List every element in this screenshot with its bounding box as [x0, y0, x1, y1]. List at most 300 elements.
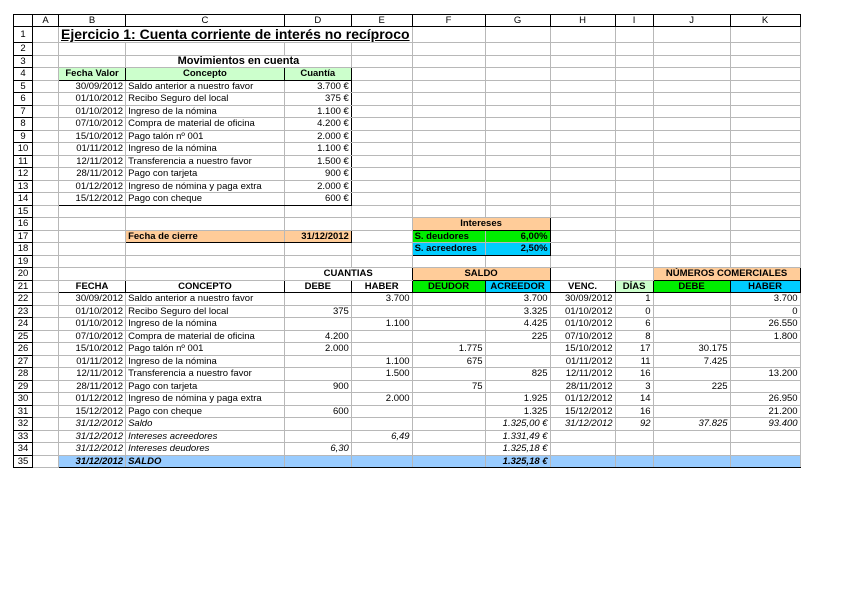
row-number[interactable]: 17 [14, 230, 33, 243]
cell[interactable] [615, 193, 653, 206]
main-concepto[interactable]: Ingreso de la nómina [126, 318, 285, 331]
summary-venc[interactable] [550, 443, 615, 456]
cell[interactable] [351, 55, 412, 68]
mov-concepto[interactable]: Pago con tarjeta [126, 168, 285, 181]
cell[interactable] [485, 168, 550, 181]
main-debe[interactable] [284, 318, 351, 331]
main-venc[interactable]: 15/10/2012 [550, 343, 615, 356]
main-dias[interactable]: 1 [615, 293, 653, 306]
main-venc[interactable]: 12/11/2012 [550, 368, 615, 381]
row-number[interactable]: 31 [14, 405, 33, 418]
main-venc[interactable]: 01/10/2012 [550, 305, 615, 318]
row-number[interactable]: 33 [14, 430, 33, 443]
cell[interactable] [351, 205, 412, 218]
row-number[interactable]: 22 [14, 293, 33, 306]
summary-num-haber[interactable] [730, 443, 800, 456]
mov-fecha[interactable]: 01/10/2012 [59, 105, 126, 118]
cell[interactable] [615, 230, 653, 243]
cell[interactable] [653, 243, 730, 256]
cell[interactable] [730, 155, 800, 168]
main-acreedor[interactable] [485, 343, 550, 356]
main-num-debe[interactable] [653, 330, 730, 343]
mov-concepto[interactable]: Pago con cheque [126, 193, 285, 206]
row-number[interactable]: 16 [14, 218, 33, 231]
mov-cuantia[interactable]: 4.200 € [284, 118, 351, 131]
summary-fecha[interactable]: 31/12/2012 [59, 443, 126, 456]
main-haber[interactable]: 2.000 [351, 393, 412, 406]
cell[interactable] [33, 55, 59, 68]
fecha-cierre-label[interactable]: Fecha de cierre [126, 230, 285, 243]
cell[interactable] [33, 193, 59, 206]
cell[interactable] [730, 43, 800, 56]
cell[interactable] [550, 68, 615, 81]
cell[interactable] [485, 27, 550, 43]
mov-cuantia[interactable]: 1.100 € [284, 143, 351, 156]
cell[interactable] [351, 218, 412, 231]
cell[interactable] [59, 243, 126, 256]
main-num-debe[interactable] [653, 318, 730, 331]
cell[interactable] [126, 43, 285, 56]
cell[interactable] [653, 230, 730, 243]
summary-dias[interactable]: 92 [615, 418, 653, 431]
mov-cuantia[interactable]: 2.000 € [284, 130, 351, 143]
main-debe[interactable]: 375 [284, 305, 351, 318]
cell[interactable] [412, 143, 485, 156]
mov-concepto[interactable]: Recibo Seguro del local [126, 93, 285, 106]
mov-fecha[interactable]: 01/12/2012 [59, 180, 126, 193]
row-number[interactable]: 23 [14, 305, 33, 318]
cell[interactable] [485, 130, 550, 143]
cell[interactable] [33, 418, 59, 431]
summary-acreedor[interactable]: 1.325,18 € [485, 443, 550, 456]
cell[interactable] [126, 205, 285, 218]
cell[interactable] [351, 243, 412, 256]
cell[interactable] [550, 268, 615, 281]
cell[interactable] [33, 343, 59, 356]
cell[interactable] [126, 268, 285, 281]
cell[interactable] [485, 255, 550, 268]
cell[interactable] [485, 55, 550, 68]
cell[interactable] [730, 118, 800, 131]
cell[interactable] [284, 255, 351, 268]
main-deudor[interactable] [412, 405, 485, 418]
cell[interactable] [730, 193, 800, 206]
row-number[interactable]: 13 [14, 180, 33, 193]
main-dias[interactable]: 17 [615, 343, 653, 356]
cell[interactable] [615, 218, 653, 231]
deudores-label[interactable]: S. deudores [412, 230, 485, 243]
mov-fecha[interactable]: 01/10/2012 [59, 93, 126, 106]
summary-deudor[interactable] [412, 430, 485, 443]
cell[interactable] [653, 55, 730, 68]
main-header-debe[interactable]: DEBE [284, 280, 351, 293]
cell[interactable] [33, 205, 59, 218]
cell[interactable] [653, 193, 730, 206]
cell[interactable] [485, 155, 550, 168]
main-deudor[interactable]: 675 [412, 355, 485, 368]
cell[interactable] [615, 143, 653, 156]
row-number[interactable]: 11 [14, 155, 33, 168]
cell[interactable] [33, 293, 59, 306]
main-venc[interactable]: 01/10/2012 [550, 318, 615, 331]
cell[interactable] [730, 27, 800, 43]
deudores-value[interactable]: 6,00% [485, 230, 550, 243]
row-number[interactable]: 29 [14, 380, 33, 393]
cell[interactable] [730, 68, 800, 81]
cell[interactable] [730, 205, 800, 218]
column-header[interactable]: A [33, 15, 59, 27]
cell[interactable] [33, 443, 59, 456]
main-num-haber[interactable]: 1.800 [730, 330, 800, 343]
main-num-haber[interactable]: 3.700 [730, 293, 800, 306]
column-header[interactable]: D [284, 15, 351, 27]
main-fecha[interactable]: 30/09/2012 [59, 293, 126, 306]
main-deudor[interactable] [412, 305, 485, 318]
mov-concepto[interactable]: Pago talón nº 001 [126, 130, 285, 143]
main-concepto[interactable]: Compra de material de oficina [126, 330, 285, 343]
main-venc[interactable]: 15/12/2012 [550, 405, 615, 418]
main-fecha[interactable]: 15/12/2012 [59, 405, 126, 418]
cell[interactable] [33, 118, 59, 131]
main-deudor[interactable] [412, 393, 485, 406]
cell[interactable] [550, 155, 615, 168]
row-number[interactable]: 4 [14, 68, 33, 81]
cell[interactable] [730, 143, 800, 156]
main-debe[interactable]: 900 [284, 380, 351, 393]
cell[interactable] [351, 80, 412, 93]
cell[interactable] [485, 68, 550, 81]
row-number[interactable]: 28 [14, 368, 33, 381]
cell[interactable] [730, 105, 800, 118]
final-dias[interactable] [615, 455, 653, 468]
cell[interactable] [412, 27, 485, 43]
acreedores-value[interactable]: 2,50% [485, 243, 550, 256]
final-venc[interactable] [550, 455, 615, 468]
main-debe[interactable]: 600 [284, 405, 351, 418]
cell[interactable] [351, 168, 412, 181]
final-debe[interactable] [284, 455, 351, 468]
main-deudor[interactable] [412, 293, 485, 306]
summary-haber[interactable]: 6,49 [351, 430, 412, 443]
cell[interactable] [485, 143, 550, 156]
main-concepto[interactable]: Pago talón nº 001 [126, 343, 285, 356]
row-number[interactable]: 1 [14, 27, 33, 43]
main-venc[interactable]: 07/10/2012 [550, 330, 615, 343]
cell[interactable] [351, 43, 412, 56]
column-header[interactable]: F [412, 15, 485, 27]
cell[interactable] [33, 255, 59, 268]
final-acreedor[interactable]: 1.325,18 € [485, 455, 550, 468]
row-number[interactable]: 27 [14, 355, 33, 368]
row-number[interactable]: 25 [14, 330, 33, 343]
summary-num-haber[interactable]: 93.400 [730, 418, 800, 431]
final-num-haber[interactable] [730, 455, 800, 468]
main-acreedor[interactable]: 3.700 [485, 293, 550, 306]
cell[interactable] [615, 168, 653, 181]
row-number[interactable]: 34 [14, 443, 33, 456]
row-number[interactable]: 30 [14, 393, 33, 406]
row-number[interactable]: 18 [14, 243, 33, 256]
cell[interactable] [351, 155, 412, 168]
summary-debe[interactable] [284, 430, 351, 443]
cell[interactable] [730, 55, 800, 68]
main-num-haber[interactable] [730, 343, 800, 356]
main-header-deudor[interactable]: DEUDOR [412, 280, 485, 293]
cell[interactable] [412, 255, 485, 268]
main-fecha[interactable]: 12/11/2012 [59, 368, 126, 381]
cell[interactable] [653, 205, 730, 218]
cell[interactable] [33, 393, 59, 406]
main-fecha[interactable]: 15/10/2012 [59, 343, 126, 356]
mov-concepto[interactable]: Ingreso de nómina y paga extra [126, 180, 285, 193]
summary-num-debe[interactable] [653, 443, 730, 456]
row-number[interactable]: 3 [14, 55, 33, 68]
cell[interactable] [412, 55, 485, 68]
cell[interactable] [351, 118, 412, 131]
main-acreedor[interactable] [485, 380, 550, 393]
main-haber[interactable] [351, 405, 412, 418]
row-number[interactable]: 15 [14, 205, 33, 218]
cell[interactable] [653, 130, 730, 143]
main-header-fecha[interactable]: FECHA [59, 280, 126, 293]
cell[interactable] [730, 93, 800, 106]
cell[interactable] [653, 68, 730, 81]
mov-cuantia[interactable]: 600 € [284, 193, 351, 206]
cell[interactable] [33, 105, 59, 118]
row-number[interactable]: 12 [14, 168, 33, 181]
main-header-num-haber[interactable]: HABER [730, 280, 800, 293]
cell[interactable] [351, 193, 412, 206]
cuantias-header[interactable]: CUANTIAS [284, 268, 412, 281]
fecha-cierre-value[interactable]: 31/12/2012 [284, 230, 351, 243]
mov-cuantia[interactable]: 375 € [284, 93, 351, 106]
cell[interactable] [550, 105, 615, 118]
row-number[interactable]: 14 [14, 193, 33, 206]
main-num-haber[interactable] [730, 355, 800, 368]
cell[interactable] [653, 218, 730, 231]
row-number[interactable]: 9 [14, 130, 33, 143]
main-haber[interactable] [351, 305, 412, 318]
main-header-concepto[interactable]: CONCEPTO [126, 280, 285, 293]
mov-cuantia[interactable]: 1.500 € [284, 155, 351, 168]
cell[interactable] [615, 80, 653, 93]
main-venc[interactable]: 01/12/2012 [550, 393, 615, 406]
row-number[interactable]: 26 [14, 343, 33, 356]
main-acreedor[interactable]: 825 [485, 368, 550, 381]
main-acreedor[interactable]: 4.425 [485, 318, 550, 331]
cell[interactable] [126, 255, 285, 268]
cell[interactable] [550, 255, 615, 268]
main-concepto[interactable]: Transferencia a nuestro favor [126, 368, 285, 381]
cell[interactable] [653, 93, 730, 106]
cell[interactable] [351, 105, 412, 118]
cell[interactable] [615, 55, 653, 68]
cell[interactable] [730, 180, 800, 193]
final-num-debe[interactable] [653, 455, 730, 468]
cell[interactable] [485, 93, 550, 106]
main-dias[interactable]: 8 [615, 330, 653, 343]
main-deudor[interactable] [412, 330, 485, 343]
main-debe[interactable] [284, 355, 351, 368]
row-number[interactable]: 35 [14, 455, 33, 468]
cell[interactable] [126, 218, 285, 231]
final-deudor[interactable] [412, 455, 485, 468]
cell[interactable] [653, 143, 730, 156]
cell[interactable] [550, 80, 615, 93]
cell[interactable] [615, 130, 653, 143]
cell[interactable] [412, 68, 485, 81]
cell[interactable] [550, 93, 615, 106]
sheet-title[interactable]: Ejercicio 1: Cuenta corriente de interés no recíproco [59, 27, 413, 43]
cell[interactable] [653, 155, 730, 168]
cell[interactable] [550, 43, 615, 56]
cell[interactable] [59, 55, 126, 68]
cell[interactable] [485, 118, 550, 131]
main-fecha[interactable]: 01/10/2012 [59, 305, 126, 318]
cell[interactable] [550, 180, 615, 193]
mov-fecha[interactable]: 07/10/2012 [59, 118, 126, 131]
cell[interactable] [550, 218, 615, 231]
cell[interactable] [615, 93, 653, 106]
row-number[interactable]: 2 [14, 43, 33, 56]
cell[interactable] [615, 205, 653, 218]
main-debe[interactable] [284, 368, 351, 381]
main-deudor[interactable]: 1.775 [412, 343, 485, 356]
mov-header[interactable]: Concepto [126, 68, 285, 81]
cell[interactable] [33, 405, 59, 418]
main-acreedor[interactable]: 1.925 [485, 393, 550, 406]
main-num-debe[interactable]: 7.425 [653, 355, 730, 368]
row-number[interactable]: 19 [14, 255, 33, 268]
cell[interactable] [730, 255, 800, 268]
cell[interactable] [33, 380, 59, 393]
cell[interactable] [33, 318, 59, 331]
main-concepto[interactable]: Saldo anterior a nuestro favor [126, 293, 285, 306]
cell[interactable] [412, 168, 485, 181]
cell[interactable] [33, 143, 59, 156]
cell[interactable] [33, 80, 59, 93]
column-header[interactable]: H [550, 15, 615, 27]
main-concepto[interactable]: Pago con cheque [126, 405, 285, 418]
mov-cuantia[interactable]: 1.100 € [284, 105, 351, 118]
main-num-debe[interactable] [653, 368, 730, 381]
main-header-acreedor[interactable]: ACREEDOR [485, 280, 550, 293]
cell[interactable] [485, 43, 550, 56]
mov-fecha[interactable]: 15/10/2012 [59, 130, 126, 143]
cell[interactable] [412, 118, 485, 131]
cell[interactable] [59, 255, 126, 268]
cell[interactable] [653, 118, 730, 131]
main-venc[interactable]: 28/11/2012 [550, 380, 615, 393]
cell[interactable] [550, 230, 615, 243]
mov-fecha[interactable]: 15/12/2012 [59, 193, 126, 206]
main-debe[interactable]: 4.200 [284, 330, 351, 343]
main-debe[interactable] [284, 393, 351, 406]
summary-concepto[interactable]: Intereses deudores [126, 443, 285, 456]
cell[interactable] [550, 55, 615, 68]
summary-fecha[interactable]: 31/12/2012 [59, 418, 126, 431]
cell[interactable] [59, 268, 126, 281]
row-number[interactable]: 32 [14, 418, 33, 431]
main-deudor[interactable] [412, 368, 485, 381]
main-dias[interactable]: 0 [615, 305, 653, 318]
main-num-debe[interactable]: 225 [653, 380, 730, 393]
main-num-haber[interactable] [730, 380, 800, 393]
main-num-debe[interactable] [653, 293, 730, 306]
mov-concepto[interactable]: Compra de material de oficina [126, 118, 285, 131]
cell[interactable] [33, 93, 59, 106]
main-fecha[interactable]: 01/12/2012 [59, 393, 126, 406]
main-num-haber[interactable]: 13.200 [730, 368, 800, 381]
main-header-haber[interactable]: HABER [351, 280, 412, 293]
mov-concepto[interactable]: Transferencia a nuestro favor [126, 155, 285, 168]
cell[interactable] [284, 218, 351, 231]
main-num-debe[interactable] [653, 393, 730, 406]
summary-dias[interactable] [615, 443, 653, 456]
row-number[interactable]: 5 [14, 80, 33, 93]
cell[interactable] [615, 180, 653, 193]
cell[interactable] [412, 105, 485, 118]
movimientos-title[interactable]: Movimientos en cuenta [126, 55, 352, 68]
cell[interactable] [653, 27, 730, 43]
summary-venc[interactable]: 31/12/2012 [550, 418, 615, 431]
cell[interactable] [59, 218, 126, 231]
main-fecha[interactable]: 07/10/2012 [59, 330, 126, 343]
cell[interactable] [33, 218, 59, 231]
row-number[interactable]: 21 [14, 280, 33, 293]
cell[interactable] [485, 180, 550, 193]
main-acreedor[interactable]: 225 [485, 330, 550, 343]
main-haber[interactable]: 1.100 [351, 318, 412, 331]
summary-haber[interactable] [351, 418, 412, 431]
cell[interactable] [615, 43, 653, 56]
column-header[interactable]: G [485, 15, 550, 27]
mov-fecha[interactable]: 30/09/2012 [59, 80, 126, 93]
cell[interactable] [33, 155, 59, 168]
main-fecha[interactable]: 28/11/2012 [59, 380, 126, 393]
cell[interactable] [33, 180, 59, 193]
row-number[interactable]: 6 [14, 93, 33, 106]
main-fecha[interactable]: 01/11/2012 [59, 355, 126, 368]
mov-fecha[interactable]: 12/11/2012 [59, 155, 126, 168]
column-header[interactable]: C [126, 15, 285, 27]
main-concepto[interactable]: Pago con tarjeta [126, 380, 285, 393]
main-dias[interactable]: 14 [615, 393, 653, 406]
main-haber[interactable] [351, 330, 412, 343]
cell[interactable] [351, 68, 412, 81]
cell[interactable] [33, 168, 59, 181]
cell[interactable] [485, 193, 550, 206]
summary-acreedor[interactable]: 1.331,49 € [485, 430, 550, 443]
cell[interactable] [615, 118, 653, 131]
main-dias[interactable]: 16 [615, 368, 653, 381]
cell[interactable] [615, 243, 653, 256]
cell[interactable] [550, 168, 615, 181]
cell[interactable] [126, 243, 285, 256]
summary-haber[interactable] [351, 443, 412, 456]
intereses-title[interactable]: Intereses [412, 218, 550, 231]
cell[interactable] [33, 230, 59, 243]
main-haber[interactable]: 1.500 [351, 368, 412, 381]
cell[interactable] [550, 27, 615, 43]
mov-cuantia[interactable]: 2.000 € [284, 180, 351, 193]
cell[interactable] [351, 130, 412, 143]
mov-fecha[interactable]: 28/11/2012 [59, 168, 126, 181]
summary-num-debe[interactable]: 37.825 [653, 418, 730, 431]
summary-dias[interactable] [615, 430, 653, 443]
final-haber[interactable] [351, 455, 412, 468]
main-haber[interactable] [351, 343, 412, 356]
